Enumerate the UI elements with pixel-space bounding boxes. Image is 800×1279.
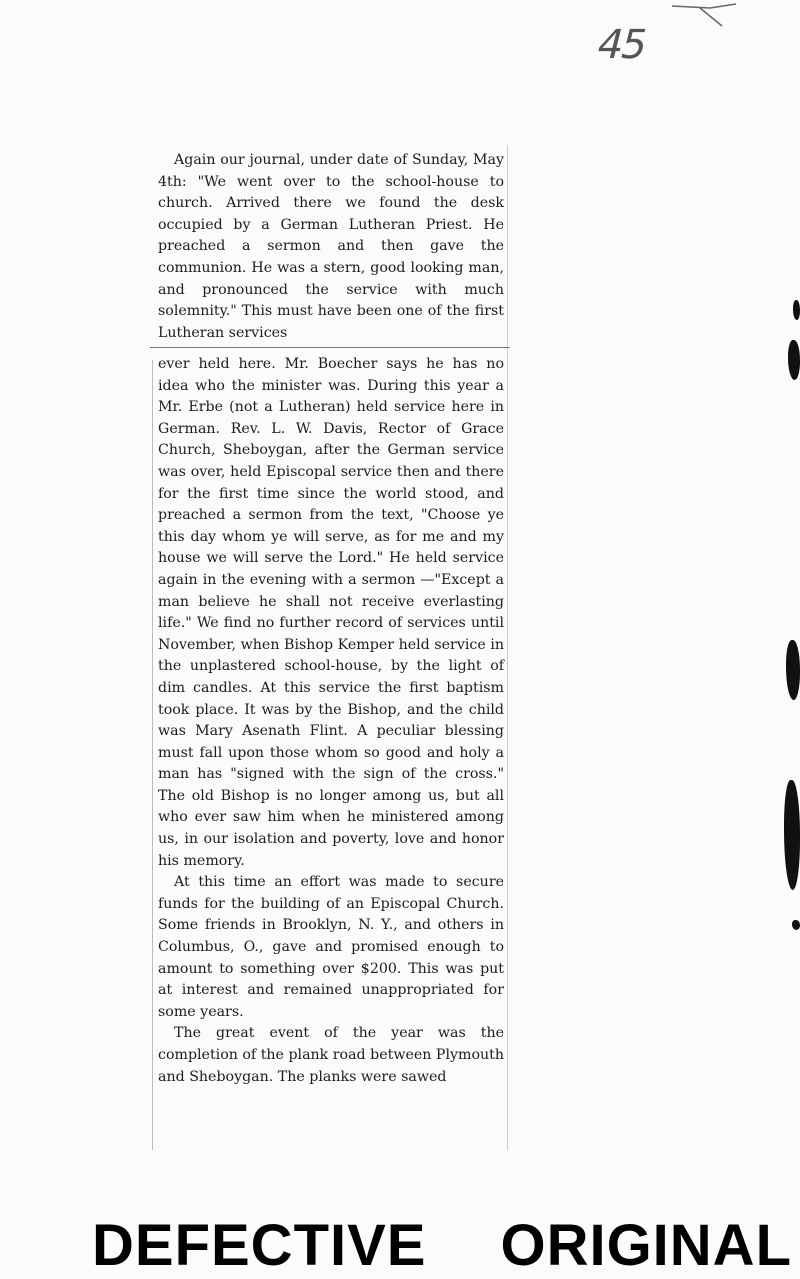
page-number: 45: [592, 22, 651, 68]
ink-blot: [793, 300, 800, 320]
clipping-seam: [150, 347, 510, 348]
defective-original-stamp: [92, 1214, 792, 1276]
stamp-word: DEFECTIVE: [92, 1212, 427, 1278]
clipping-column-top: [158, 150, 504, 344]
ink-blot: [784, 780, 800, 890]
ink-blot: [788, 340, 800, 380]
paragraph: ever held here. Mr. Boecher says he has no idea who the minister was. During this year a Mr. Erbe (not a Lutheran) held service here in German. Rev. L. W. Davis, Rector of Grace Church, Sheboygan, after the German service was over, held Episcopal service then and there for the first time since the world stood, and preached a sermon from the text, "Choose ye this day whom ye will serve, as for me and my house we will serve the Lord." He held service again in the evening with a sermon —"Except a man believe he shall not receive everlasting life." We find no further record of services until November, when Bishop Kemper held service in the unplastered school-house, by the light of dim candles. At this service the first baptism took place. It was by the Bishop, and the child was Mary Asenath Flint. A peculiar blessing must fall upon those whom so good and holy a man has "signed with the sign of the cross." The old Bishop is no longer among us, but all who ever saw him when he ministered among us, in our isolation and poverty, love and honor his memory.: [158, 356, 504, 869]
clipping-column-bottom: [158, 354, 504, 1088]
ink-blot: [786, 640, 800, 700]
clipping-right-edge: [507, 145, 508, 1150]
paragraph: The great event of the year was the completion of the plank road between Plymouth and Sheboygan. The planks were sawed: [158, 1025, 504, 1085]
stamp-word: ORIGINAL: [500, 1212, 792, 1278]
ink-blot: [792, 920, 800, 930]
paragraph: Again our journal, under date of Sunday, May 4th: "We went over to the school-house to church. Arrived there we found the desk occupied by a German Lutheran Priest. He preached a sermon and then gave the communion. He was a stern, good looking man, and pronounced the service with much solemnity." This must have been one of the first Lutheran services: [158, 152, 504, 341]
clipping-left-edge: [152, 360, 153, 1150]
paragraph: At this time an effort was made to secure funds for the building of an Episcopal Church. Some friends in Brooklyn, N. Y., and others in Columbus, O., gave and promised enough to amount to something over $200. This was put at interest and remained unappropriated for some years.: [158, 874, 504, 1020]
corner-scratch: [670, 2, 740, 28]
